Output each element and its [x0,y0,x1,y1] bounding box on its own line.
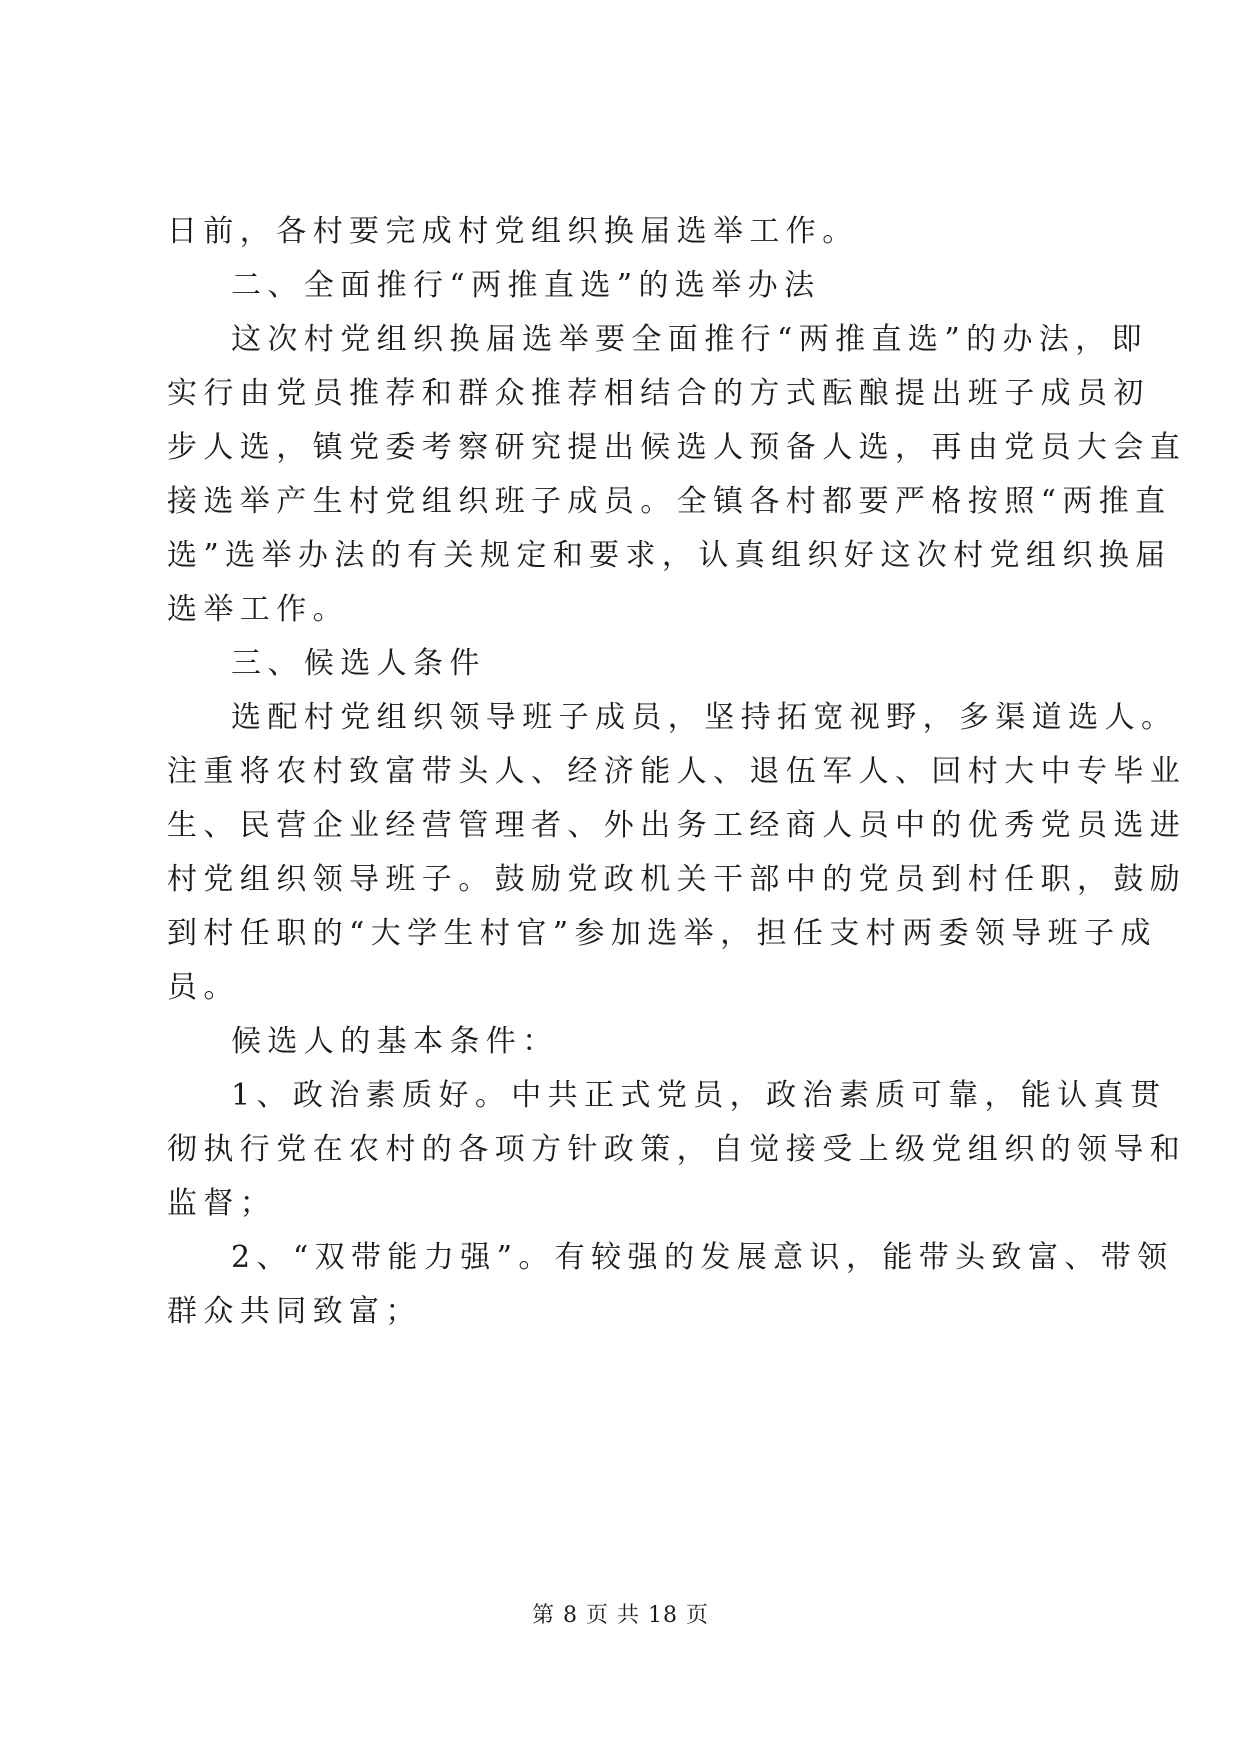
paragraph-line: 注重将农村致富带头人、经济能人、退伍军人、回村大中专毕业 [167,754,1187,789]
paragraph-line: 员。 [167,970,240,1005]
paragraph-line: 到村任职的“大学生村官”参加选举，担任支村两委领导班子成 [167,916,1157,951]
paragraph-line: 实行由党员推荐和群众推荐相结合的方式酝酿提出班子成员初 [167,376,1150,411]
page-number-footer: 第 8 页 共 18 页 [532,1603,709,1628]
paragraph-line: 选举工作。 [167,592,349,627]
paragraph-line: 步人选，镇党委考察研究提出候选人预备人选，再由党员大会直 [167,430,1187,465]
list-item-line: 彻执行党在农村的各项方针政策，自觉接受上级党组织的领导和 [167,1132,1187,1167]
paragraph-line: 接选举产生村党组织班子成员。全镇各村都要严格按照“两推直 [167,484,1172,519]
list-item-line: 2、“双带能力强”。有较强的发展意识，能带头致富、带领 [231,1240,1174,1275]
section-heading: 二、全面推行“两推直选”的选举办法 [231,268,821,303]
list-item-line: 群众共同致富； [167,1294,422,1329]
text-line: 日前，各村要完成村党组织换届选举工作。 [167,214,859,249]
paragraph-line: 生、民营企业经营管理者、外出务工经商人员中的优秀党员选进 [167,808,1187,843]
section-heading: 三、候选人条件 [231,646,486,681]
paragraph-line: 这次村党组织换届选举要全面推行“两推直选”的办法，即 [231,322,1149,357]
list-item-line: 监督； [167,1186,277,1221]
paragraph-line: 选配村党组织领导班子成员，坚持拓宽视野，多渠道选人。 [231,700,1178,735]
paragraph-line: 选”选举办法的有关规定和要求，认真组织好这次村党组织换届 [167,538,1172,573]
paragraph-line: 村党组织领导班子。鼓励党政机关干部中的党员到村任职，鼓励 [167,862,1187,897]
list-item-line: 1、政治素质好。中共正式党员，政治素质可靠，能认真贯 [231,1078,1167,1113]
paragraph-line: 候选人的基本条件： [231,1024,559,1059]
